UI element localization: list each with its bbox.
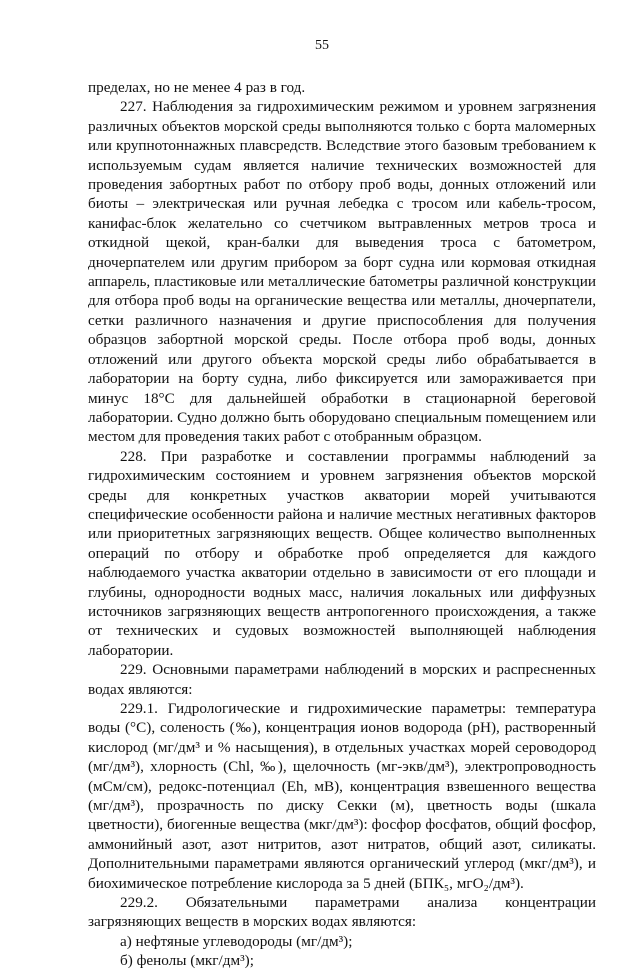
- paragraph-229-1: 229.1. Гидрологические и гидрохимические параметры: температура воды (°С), соленость (‰), концентрация ионов водорода (pH), растворенный кислород (мг/дм³ и % насыщения), в отдельных участках морей сероводород (мг/дм³), хлорность (Chl, ‰), щелочность (мг-экв/дм³), электропроводность (мСм/см), редокс-потенциал (Eh, мВ), концентрация взвешенного вещества (мг/дм³), прозрачность по диску Секки (м), цветность воды (шкала цветности), биогенные вещества (мкг/дм³): фосфор фосфатов, общий фосфор, аммонийный азот, азот нитритов, азот нитратов, общий азот, силикаты. Дополнительными параметрами являются органический углерод (мкг/дм³), и биохимическое потребление кислорода за 5 дней (БПК₅, мгO₂/дм³).: [88, 700, 596, 892]
- paragraph-continuation: пределах, но не менее 4 раз в год.: [88, 79, 306, 96]
- list-item-b: б) фенолы (мкг/дм³);: [120, 952, 254, 970]
- paragraph-227: 227. Наблюдения за гидрохимическим режимом и уровнем загрязнения различных объектов морской среды выполняются только с борта маломерных или крупнотоннажных плавсредств. Вследствие этого базовым требованием к используемым судам является наличие технических возможностей для проведения забортных работ по отбору проб воды, донных отложений или биоты – электрическая или ручная лебедка с тросом или кабель-тросом, канифас-блок желательно со счетчиком вытравленных метров троса и откидной щекой, кран-балки для выведения троса с батометром, дночерпателем или другим прибором за борт судна или кормовая откидная аппарель, пластиковые или металлические батометры различной конструкции для отбора проб воды на органические вещества или металлы, дночерпатели, сетки различного назначения и другие приспособления для получения образцов забортной морской среды. После отбора проб воды, донных отложений или другого объекта морской среды либо обрабатывается в лаборатории на борту судна, либо фиксируется или замораживается при минус 18°С для дальнейшей обработки в стационарной береговой лаборатории. Судно должно быть оборудовано специальным помещением или местом для проведения таких работ с отобранным образцом.: [88, 98, 596, 446]
- list-item-a: а) нефтяные углеводороды (мг/дм³);: [120, 932, 353, 950]
- page-number: 55: [315, 38, 329, 53]
- paragraph-229-2: 229.2. Обязательными параметрами анализа концентрации загрязняющих веществ в морских водах являются:: [88, 894, 596, 931]
- paragraph-229: 229. Основными параметрами наблюдений в морских и распресненных водах являются:: [88, 661, 596, 698]
- paragraph-228: 228. При разработке и составлении программы наблюдений за гидрохимическим состоянием и уровнем загрязнения объектов морской среды для конкретных участков акватории морей учитываются специфические особенности района и наличие местных негативных факторов или приоритетных загрязняющих веществ. Общее количество выполненных операций по отбору и обработке проб определяется для каждого наблюдаемого участка акватории отдельно в зависимости от его площади и глубины, однородности водных масс, наличия локальных или диффузных источников загрязняющих веществ антропогенного происхождения, а также от технических и судовых возможностей выполняющей наблюдения лаборатории.: [88, 447, 596, 659]
- document-page: [88, 38, 596, 971]
